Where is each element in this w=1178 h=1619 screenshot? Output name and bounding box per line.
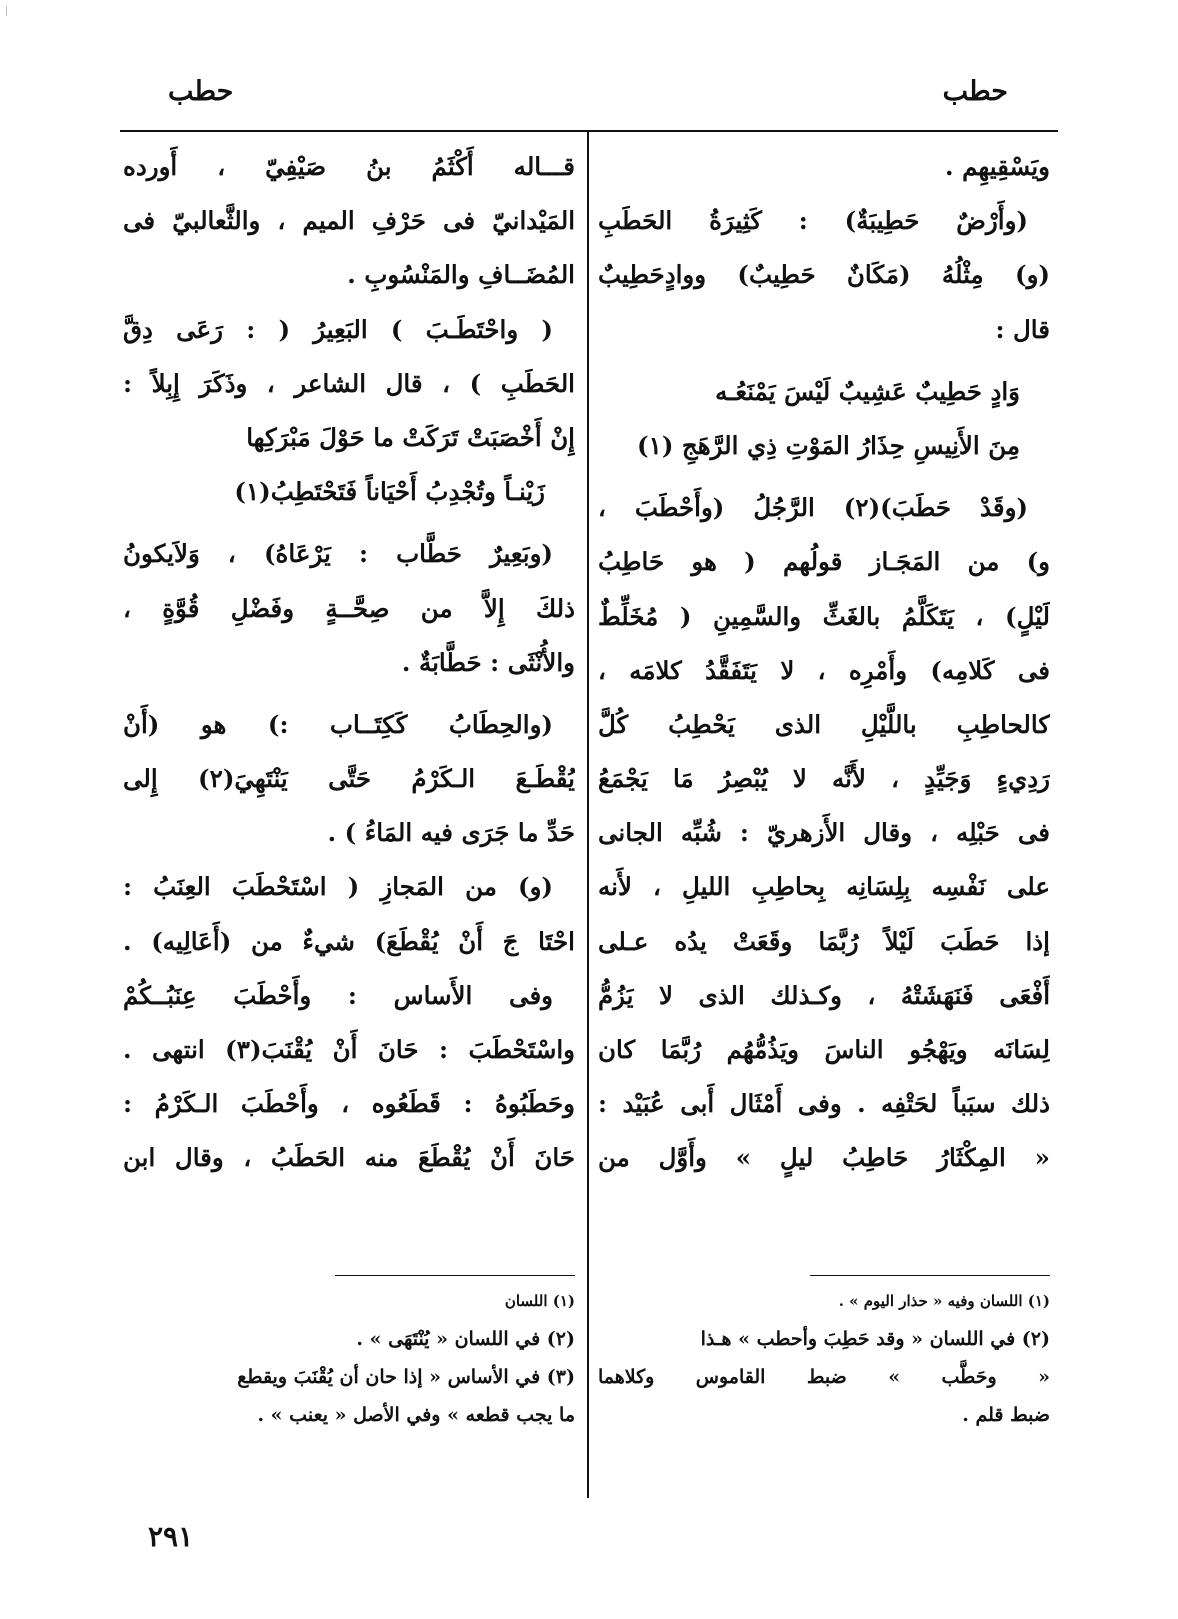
text-line: قال : [995, 314, 1050, 344]
text-line: و) من المَجَـاز قولُهم ( هو حَاطِبُ [598, 547, 1050, 577]
text-line: فى كَلامِه) وأَمْرِه ، لا يَتَفَقَّدُ كلامَه ، [598, 655, 1050, 685]
text-line: أَفْعَى فَنَهَشَتْهُ ، وكـذلك الذى لا يَزُمُّ [598, 980, 1050, 1010]
text-line: فى حَبْلِه ، وقال الأَزهريّ : شُبِّه الجانى [598, 818, 1050, 848]
text-line: لِسَانَه ويَهْجُو الناسَ ويَذُمُّهُم رُبَّمَا كان [598, 1035, 1050, 1064]
footnote-rule-left [335, 1275, 575, 1276]
left-column [123, 140, 575, 1186]
text-line: على نَفْسِه بِلِسَانِه بِحاطِبِ الليلِ ، لأَنه [598, 872, 1050, 902]
footnote: « وحَطَّب » ضبط القاموس وكلاهما [598, 1366, 1050, 1388]
text-line: حَانَ أَنْ يُقْطَعَ منه الحَطَبُ ، وقال ابن [123, 1143, 575, 1173]
text-line: المُضَــافِ والمَنْسُوبِ . [347, 260, 575, 290]
text-line: واسْتَحْطَبَ : حَانَ أَنْ يُقْنَبَ(٣) انتهى . [123, 1035, 575, 1064]
text-line: (وأَرْضٌ حَطِيبَةٌ) : كَثِيرَةُ الحَطَبِ [598, 206, 1028, 236]
verse-line: زَيْنـاً وتُجْدِبُ أَحْيَاناً فَتَحْتَطِبُ(١) [234, 477, 545, 507]
text-line: ويَسْقِيهِم . [945, 152, 1050, 181]
footnote: (١) اللسان وفيه « حذار اليوم » . [838, 1292, 1050, 1310]
text-line: المَيْدانيّ فى حَرْفِ الميم ، والثَّعالبيّ فى [123, 206, 575, 236]
text-line: ذلك سبَباً لحَتْفِه . وفى أَمْثَال أَبى عُبَيْد : [598, 1089, 1050, 1119]
footnotes-right [598, 1282, 1050, 1434]
text-line: (وقَدْ حَطَبَ)(٢) الرَّجُلُ (وأَحْطَبَ ، [598, 493, 1028, 523]
footnote: (٢) في اللسان « وقد حَطِبَ وأحطب » هـذا [700, 1328, 1050, 1350]
text-line: احْتَا جَ أَنْ يُقْطَعَ) شيءٌ من (أَعَالِيه) . [123, 926, 575, 956]
text-line: قـــاله أَكْثَمُ بنُ صَيْفِيّ ، أَورده [123, 152, 575, 181]
header-rule [120, 130, 1058, 132]
scan-margin-mark [6, 6, 10, 16]
text-line: « المِكْثَارُ حَاطِبُ ليلٍ » وأَوَّل من [598, 1143, 1050, 1173]
text-line: (وبَعِيرٌ حَطَّاب : يَرْعَاهُ) ، وَلاَيكونُ [123, 539, 553, 569]
text-line: رَدِيءٍ وَجَيِّدٍ ، لأَنَّه لا يُبْصِرُ مَا يَجْمَعُ [598, 764, 1050, 794]
footnote: (١) اللسان [504, 1292, 575, 1310]
running-header-right: حطب [942, 76, 1008, 107]
text-line: إذا حَطَبَ لَيْلاً رُبَّمَا وقَعَتْ يدُه عـلى [598, 926, 1050, 956]
text-line: الحَطَبِ ) ، قال الشاعر ، وذَكَرَ إِبِلاً : [123, 368, 575, 398]
text-line: ( واحْتَطَـبَ ) البَعِيرُ ( : رَعَى دِقَّ [123, 314, 553, 344]
text-line: ذلكَ إِلاَّ من صِحَّــةٍ وفَضْلِ قُوَّةٍ ، [123, 593, 575, 623]
text-line: وفى الأَساس : وأَحْطَبَ عِنَبُــكُمْ [123, 980, 553, 1010]
footnotes-left [123, 1282, 575, 1434]
text-line: كالحاطِبِ باللَّيْلِ الذى يَحْطِبُ كُلَّ [598, 709, 1050, 739]
text-line: يُقْطَـعَ الـكَرْمُ حَتَّى يَنْتَهِيَ(٢) إِلى [123, 764, 575, 794]
footnote: (٣) في الأساس « إذا حان أن يُقْنَبَ ويقطع [237, 1366, 575, 1388]
text-line: (و) من المَجازِ ( اسْتَحْطَبَ العِنَبُ : [123, 872, 553, 902]
verse-line: إِنْ أَخْصَبَتْ تَرَكَتْ ما حَوْلَ مَبْرَكِها [246, 422, 575, 452]
text-line: وحَطَبُوهُ : قَطَعُوه ، وأَحْطَبَ الـكَرْمُ : [123, 1089, 575, 1119]
right-column [598, 140, 1050, 1186]
footnote: ضبط قلم . [962, 1404, 1050, 1426]
verse-line: وَادٍ حَطِيبٌ عَشِيبٌ لَيْسَ يَمْنَعُـه [715, 376, 1020, 406]
column-divider [587, 132, 589, 1498]
footnote-rule-right [810, 1275, 1050, 1276]
page-number: ٢٩١ [148, 1520, 194, 1553]
text-line: (و) مِثْلُهُ (مَكَانٌ حَطِيبٌ) ووادٍحَطِيبٌ [598, 260, 1050, 290]
text-line: لَيْلٍ) ، يَتَكَلَّمُ بالغَثِّ والسَّمِينِ ( مُخَلِّطٌ [598, 601, 1050, 631]
running-header-left: حطب [168, 76, 234, 107]
text-line: والأُنْثَى : حَطَّابَةٌ . [401, 647, 575, 677]
text-line: (والحِطَابُ كَكِتَــاب :) هو (أَنْ [123, 709, 553, 739]
text-line: حَدِّ ما جَرَى فيه المَاءُ ) . [327, 818, 575, 848]
footnote: (٢) في اللسان « يُنْتَهَى » . [356, 1328, 575, 1350]
verse-line: مِنَ الأَنِيسِ حِذَارُ المَوْتِ ذِي الرَّهَجِ (١) [637, 430, 1020, 460]
footnote: ما يجب قطعه » وفي الأصل « يعنب » . [257, 1404, 575, 1426]
